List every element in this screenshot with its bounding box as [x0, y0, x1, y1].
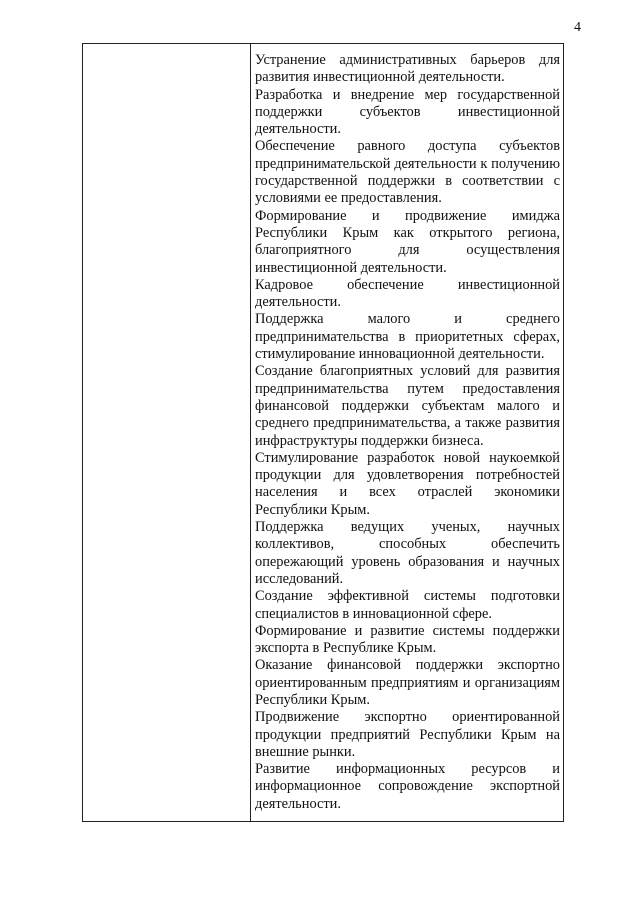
list-item: Кадровое обеспечение инвестиционной деятельности. — [255, 276, 560, 311]
list-item: Развитие информационных ресурсов и информационное сопровождение экспортной деятельности. — [255, 761, 560, 812]
list-item: Обеспечение равного доступа субъектов предпринимательской деятельности к получению государственной поддержки в соответствии с условиями ее предоставления. — [255, 138, 560, 207]
list-item: Создание эффективной системы подготовки специалистов в инновационной сфере. — [255, 588, 560, 622]
list-item: Поддержка малого и среднего предпринимательства в приоритетных сферах, стимулирование инновационной деятельности. — [255, 311, 560, 363]
list-item: Оказание финансовой поддержки экспортно ориентированным предприятиям и организациям Республики Крым. — [255, 657, 560, 708]
list-item: Стимулирование разработок новой наукоемкой продукции для удовлетворения потребностей населения и всех отраслей экономики Республики Крым. — [255, 449, 560, 518]
document-table — [82, 43, 564, 822]
page-number: 4 — [574, 20, 581, 35]
list-item: Формирование и развитие системы поддержки экспорта в Республике Крым. — [255, 622, 560, 657]
list-item: Создание благоприятных условий для развития предпринимательства путем предоставления финансовой поддержки субъектам малого и среднего предпринимательства, а также развития инфраструктуры поддержки бизнеса. — [255, 363, 560, 449]
list-item: Устранение административных барьеров для развития инвестиционной деятельности. — [255, 52, 560, 86]
list-item: Разработка и внедрение мер государственной поддержки субъектов инвестиционной деятельности. — [255, 86, 560, 138]
column-divider — [250, 44, 251, 821]
list-item: Продвижение экспортно ориентированной продукции предприятий Республики Крым на внешние рынки. — [255, 709, 560, 760]
table-right-cell — [255, 52, 560, 813]
table-left-cell — [83, 44, 250, 821]
list-item: Поддержка ведущих ученых, научных коллективов, способных обеспечить опережающий уровень образования и научных исследований. — [255, 519, 560, 587]
list-item: Формирование и продвижение имиджа Республики Крым как открытого региона, благоприятного для осуществления инвестиционной деятельности. — [255, 207, 560, 276]
